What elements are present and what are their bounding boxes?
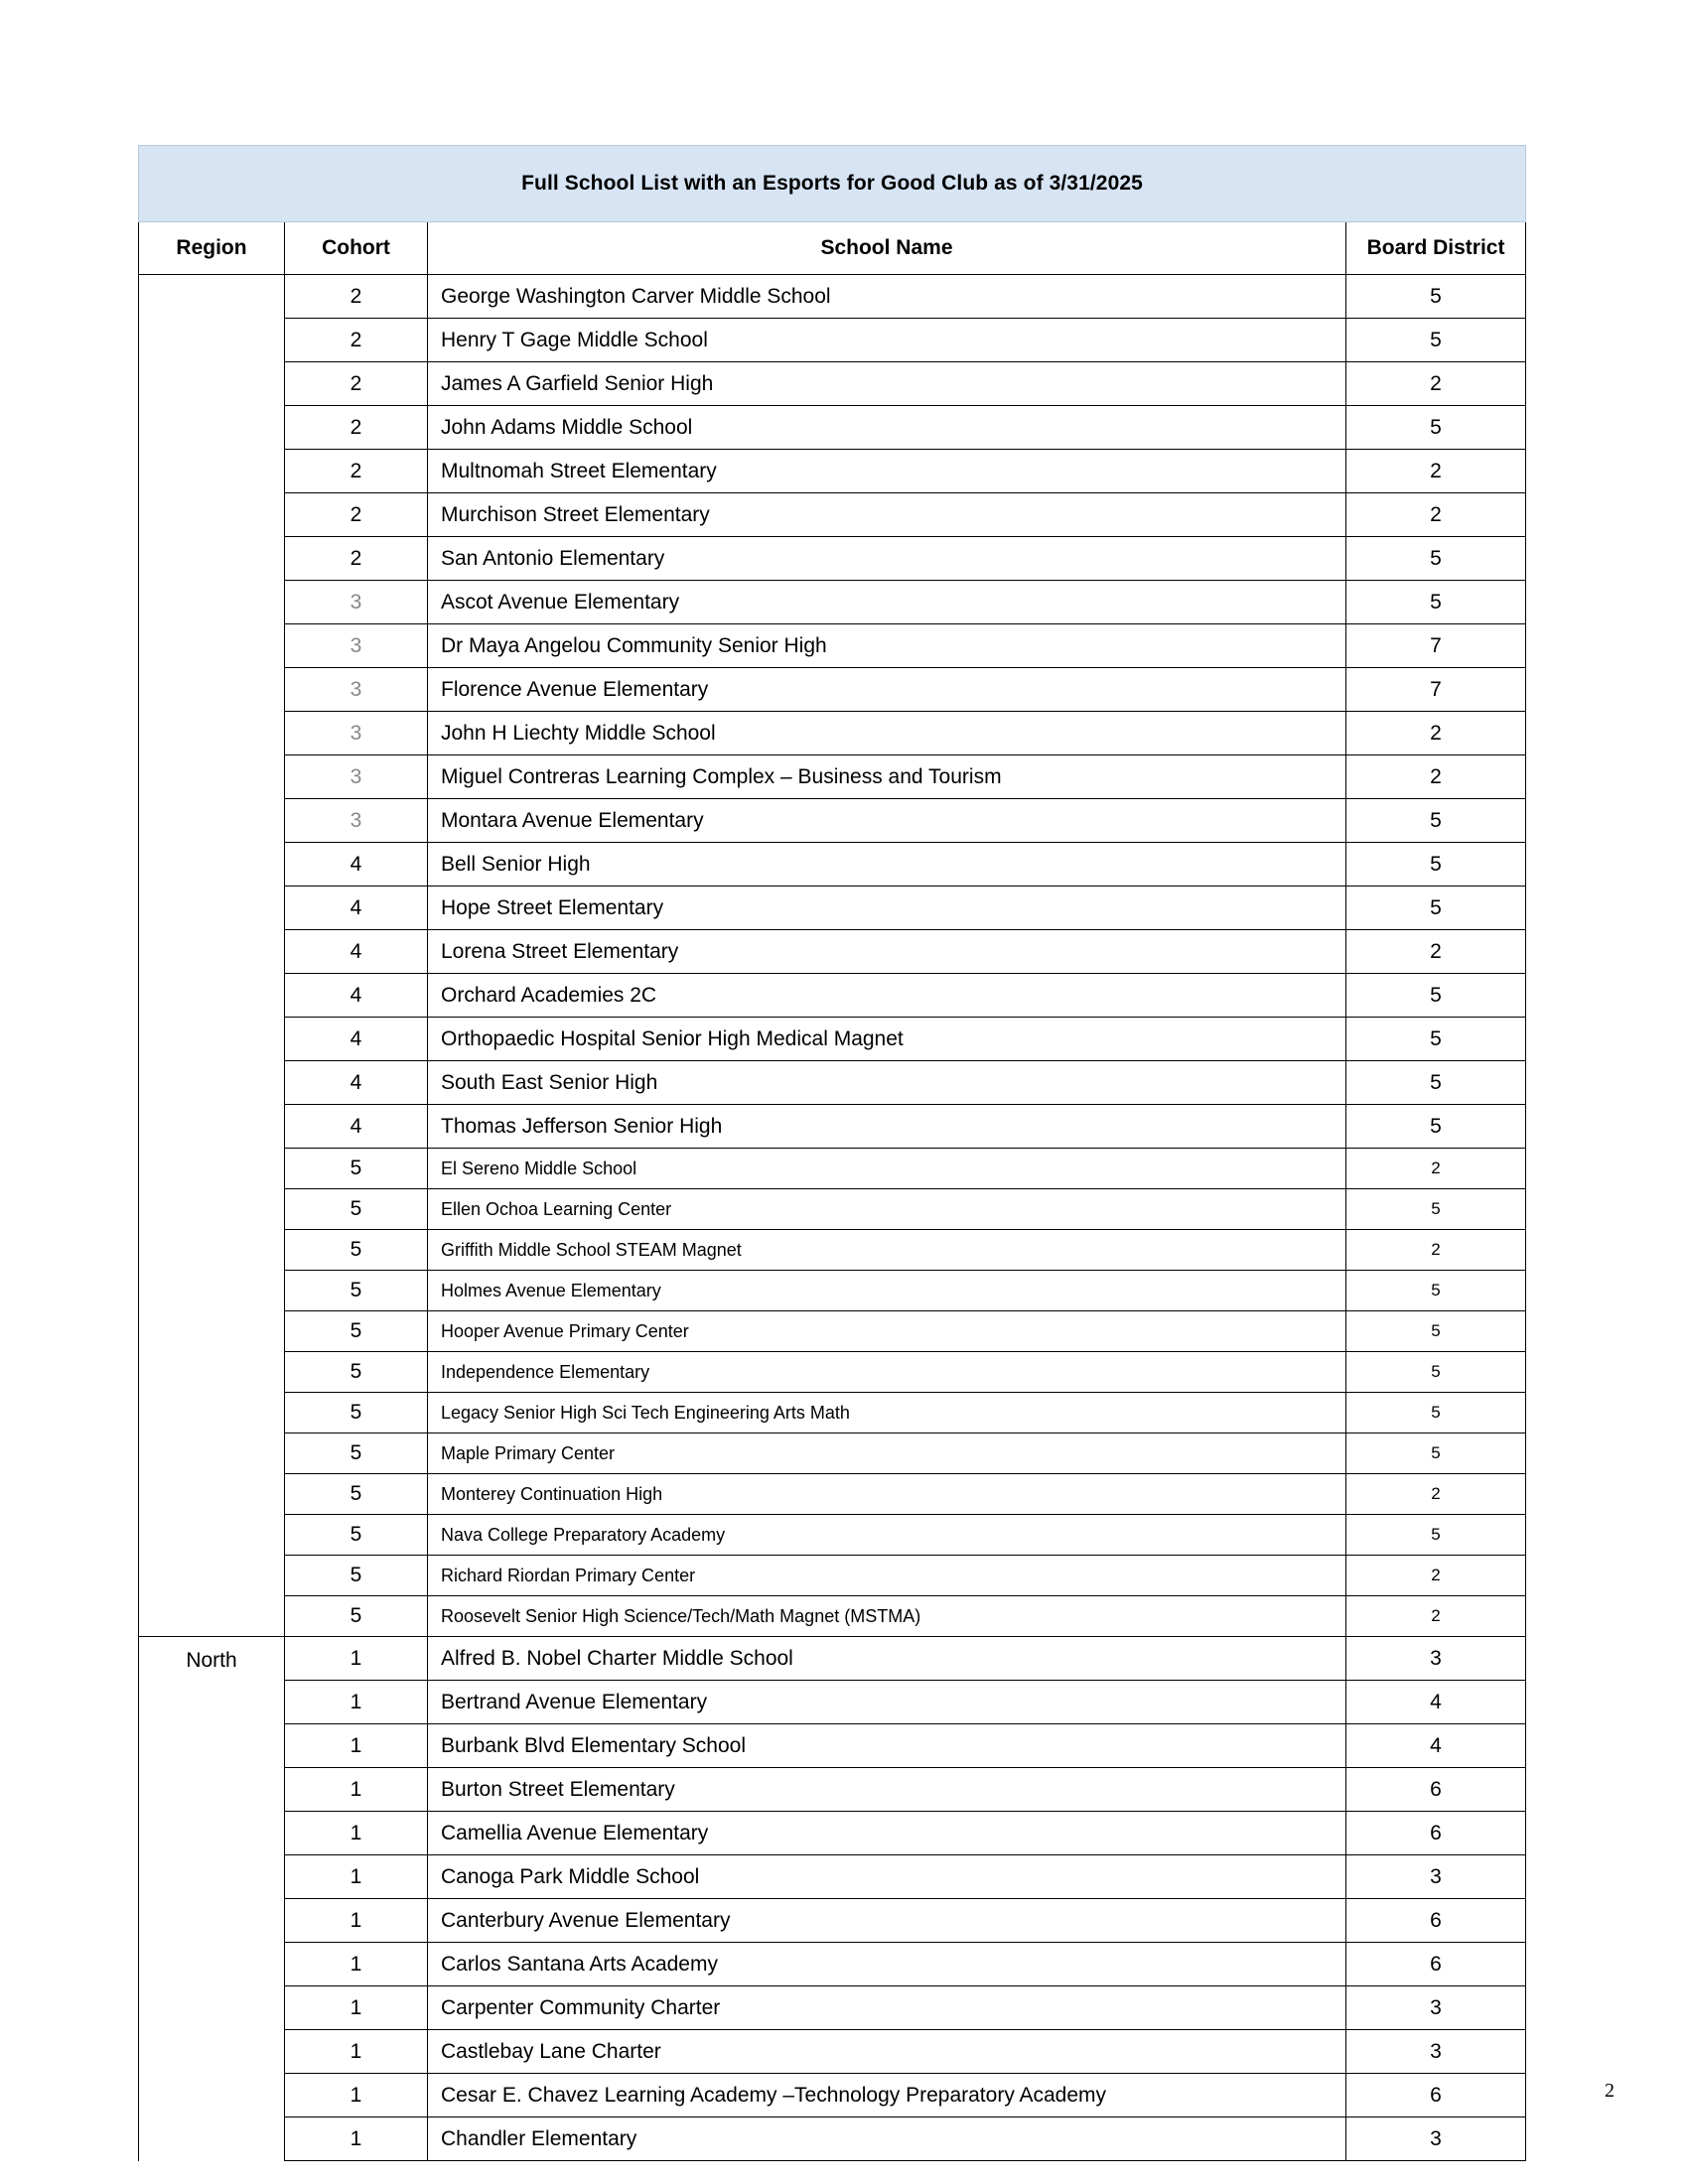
- region-cell: North: [139, 1637, 285, 2161]
- cell-school-name: Canterbury Avenue Elementary: [428, 1899, 1346, 1943]
- cell-board-district: 6: [1346, 2074, 1526, 2117]
- cell-board-district: 4: [1346, 1724, 1526, 1768]
- cell-cohort: 4: [285, 843, 428, 887]
- table-row: [139, 1637, 1526, 1681]
- table-row: [139, 319, 1526, 362]
- cell-school-name: Thomas Jefferson Senior High: [428, 1105, 1346, 1149]
- cell-school-name: Orthopaedic Hospital Senior High Medical Magnet: [428, 1018, 1346, 1061]
- cell-board-district: 2: [1346, 930, 1526, 974]
- cell-board-district: 5: [1346, 1105, 1526, 1149]
- table-row: [139, 2117, 1526, 2161]
- cell-cohort: 1: [285, 2074, 428, 2117]
- table-row: [139, 1681, 1526, 1724]
- cell-cohort: 2: [285, 537, 428, 581]
- table-row: [139, 1189, 1526, 1230]
- table-row: [139, 1311, 1526, 1352]
- cell-board-district: 5: [1346, 581, 1526, 624]
- cell-cohort: 3: [285, 799, 428, 843]
- cell-cohort: 3: [285, 712, 428, 755]
- cell-cohort: 5: [285, 1352, 428, 1393]
- cell-school-name: Canoga Park Middle School: [428, 1855, 1346, 1899]
- cell-board-district: 2: [1346, 450, 1526, 493]
- cell-board-district: 2: [1346, 712, 1526, 755]
- cell-cohort: 4: [285, 974, 428, 1018]
- cell-cohort: 5: [285, 1311, 428, 1352]
- cell-cohort: 2: [285, 493, 428, 537]
- table-row: [139, 2030, 1526, 2074]
- table-body: [139, 275, 1526, 2161]
- table-row: [139, 1352, 1526, 1393]
- cell-school-name: Independence Elementary: [428, 1352, 1346, 1393]
- cell-board-district: 2: [1346, 1556, 1526, 1596]
- cell-cohort: 4: [285, 930, 428, 974]
- cell-school-name: El Sereno Middle School: [428, 1149, 1346, 1189]
- table-row: [139, 1855, 1526, 1899]
- cell-school-name: Griffith Middle School STEAM Magnet: [428, 1230, 1346, 1271]
- cell-school-name: Burbank Blvd Elementary School: [428, 1724, 1346, 1768]
- table-row: [139, 1812, 1526, 1855]
- table-row: [139, 1943, 1526, 1986]
- cell-cohort: 1: [285, 1812, 428, 1855]
- cell-school-name: James A Garfield Senior High: [428, 362, 1346, 406]
- cell-board-district: 5: [1346, 887, 1526, 930]
- cell-cohort: 2: [285, 275, 428, 319]
- cell-board-district: 6: [1346, 1899, 1526, 1943]
- table-row: [139, 1899, 1526, 1943]
- table-banner-cell: [139, 146, 1526, 222]
- cell-cohort: 3: [285, 624, 428, 668]
- cell-board-district: 5: [1346, 843, 1526, 887]
- table-row: [139, 1724, 1526, 1768]
- cell-cohort: 2: [285, 319, 428, 362]
- cell-school-name: Camellia Avenue Elementary: [428, 1812, 1346, 1855]
- cell-cohort: 1: [285, 1681, 428, 1724]
- cell-board-district: 5: [1346, 1393, 1526, 1433]
- cell-cohort: 5: [285, 1556, 428, 1596]
- cell-cohort: 1: [285, 1943, 428, 1986]
- page-number: 2: [1605, 2080, 1615, 2102]
- cell-cohort: 1: [285, 1768, 428, 1812]
- cell-school-name: Nava College Preparatory Academy: [428, 1515, 1346, 1556]
- cell-board-district: 2: [1346, 755, 1526, 799]
- cell-cohort: 3: [285, 668, 428, 712]
- table-row: [139, 450, 1526, 493]
- cell-board-district: 7: [1346, 624, 1526, 668]
- cell-board-district: 2: [1346, 1149, 1526, 1189]
- cell-school-name: Carpenter Community Charter: [428, 1986, 1346, 2030]
- cell-cohort: 1: [285, 1637, 428, 1681]
- cell-school-name: Montara Avenue Elementary: [428, 799, 1346, 843]
- table-row: [139, 1149, 1526, 1189]
- cell-school-name: Burton Street Elementary: [428, 1768, 1346, 1812]
- cell-cohort: 3: [285, 581, 428, 624]
- cell-cohort: 2: [285, 362, 428, 406]
- cell-board-district: 5: [1346, 319, 1526, 362]
- table-row: [139, 1230, 1526, 1271]
- cell-board-district: 5: [1346, 1189, 1526, 1230]
- cell-school-name: Bell Senior High: [428, 843, 1346, 887]
- table-row: [139, 275, 1526, 319]
- cell-school-name: Maple Primary Center: [428, 1433, 1346, 1474]
- cell-school-name: John H Liechty Middle School: [428, 712, 1346, 755]
- cell-school-name: John Adams Middle School: [428, 406, 1346, 450]
- table-row: [139, 1986, 1526, 2030]
- cell-school-name: Holmes Avenue Elementary: [428, 1271, 1346, 1311]
- table-row: [139, 1018, 1526, 1061]
- table-row: [139, 1061, 1526, 1105]
- cell-school-name: Alfred B. Nobel Charter Middle School: [428, 1637, 1346, 1681]
- cell-cohort: 5: [285, 1230, 428, 1271]
- cell-board-district: 2: [1346, 362, 1526, 406]
- table-row: [139, 1768, 1526, 1812]
- cell-school-name: Hope Street Elementary: [428, 887, 1346, 930]
- cell-school-name: George Washington Carver Middle School: [428, 275, 1346, 319]
- table-row: [139, 1474, 1526, 1515]
- school-list-table-container: [138, 145, 1525, 2161]
- cell-school-name: Florence Avenue Elementary: [428, 668, 1346, 712]
- cell-board-district: 3: [1346, 1855, 1526, 1899]
- cell-board-district: 2: [1346, 1596, 1526, 1637]
- table-row: [139, 624, 1526, 668]
- cell-cohort: 1: [285, 1855, 428, 1899]
- table-row: [139, 668, 1526, 712]
- cell-board-district: 5: [1346, 406, 1526, 450]
- region-cell: [139, 275, 285, 1637]
- cell-school-name: South East Senior High: [428, 1061, 1346, 1105]
- table-row: [139, 406, 1526, 450]
- table-row: [139, 974, 1526, 1018]
- cell-cohort: 4: [285, 1105, 428, 1149]
- column-header-district: Board District: [1346, 222, 1526, 275]
- table-row: [139, 1556, 1526, 1596]
- table-title: Full School List with an Esports for Good Club as of 3/31/2025: [521, 172, 1143, 195]
- table-row: [139, 1393, 1526, 1433]
- cell-cohort: 4: [285, 1061, 428, 1105]
- cell-cohort: 5: [285, 1271, 428, 1311]
- cell-cohort: 2: [285, 450, 428, 493]
- column-header-row: [139, 222, 1526, 275]
- cell-school-name: Henry T Gage Middle School: [428, 319, 1346, 362]
- cell-board-district: 2: [1346, 1474, 1526, 1515]
- cell-school-name: San Antonio Elementary: [428, 537, 1346, 581]
- cell-board-district: 5: [1346, 799, 1526, 843]
- cell-school-name: Chandler Elementary: [428, 2117, 1346, 2161]
- cell-board-district: 6: [1346, 1943, 1526, 1986]
- cell-cohort: 5: [285, 1149, 428, 1189]
- table-row: [139, 581, 1526, 624]
- cell-school-name: Hooper Avenue Primary Center: [428, 1311, 1346, 1352]
- cell-school-name: Ellen Ochoa Learning Center: [428, 1189, 1346, 1230]
- cell-board-district: 4: [1346, 1681, 1526, 1724]
- cell-school-name: Miguel Contreras Learning Complex – Business and Tourism: [428, 755, 1346, 799]
- cell-cohort: 4: [285, 887, 428, 930]
- cell-school-name: Castlebay Lane Charter: [428, 2030, 1346, 2074]
- table-row: [139, 1596, 1526, 1637]
- table-row: [139, 1515, 1526, 1556]
- cell-school-name: Dr Maya Angelou Community Senior High: [428, 624, 1346, 668]
- cell-school-name: Ascot Avenue Elementary: [428, 581, 1346, 624]
- table-row: [139, 1271, 1526, 1311]
- cell-cohort: 1: [285, 1899, 428, 1943]
- cell-cohort: 1: [285, 2030, 428, 2074]
- cell-school-name: Murchison Street Elementary: [428, 493, 1346, 537]
- cell-board-district: 5: [1346, 974, 1526, 1018]
- table-row: [139, 712, 1526, 755]
- cell-board-district: 3: [1346, 2117, 1526, 2161]
- cell-board-district: 5: [1346, 1061, 1526, 1105]
- column-header-school: School Name: [428, 222, 1346, 275]
- cell-board-district: 5: [1346, 1018, 1526, 1061]
- cell-board-district: 5: [1346, 1271, 1526, 1311]
- table-row: [139, 843, 1526, 887]
- cell-cohort: 5: [285, 1189, 428, 1230]
- cell-cohort: 1: [285, 1986, 428, 2030]
- cell-school-name: Legacy Senior High Sci Tech Engineering Arts Math: [428, 1393, 1346, 1433]
- cell-cohort: 1: [285, 1724, 428, 1768]
- cell-cohort: 3: [285, 755, 428, 799]
- cell-school-name: Monterey Continuation High: [428, 1474, 1346, 1515]
- school-list-table: [138, 145, 1526, 2161]
- cell-board-district: 3: [1346, 2030, 1526, 2074]
- cell-school-name: Multnomah Street Elementary: [428, 450, 1346, 493]
- cell-board-district: 6: [1346, 1768, 1526, 1812]
- table-row: [139, 2074, 1526, 2117]
- cell-board-district: 3: [1346, 1637, 1526, 1681]
- cell-cohort: 2: [285, 406, 428, 450]
- column-header-cohort: Cohort: [285, 222, 428, 275]
- table-row: [139, 799, 1526, 843]
- table-banner-row: [139, 146, 1526, 222]
- table-row: [139, 537, 1526, 581]
- table-row: [139, 755, 1526, 799]
- table-row: [139, 362, 1526, 406]
- cell-cohort: 4: [285, 1018, 428, 1061]
- cell-board-district: 5: [1346, 537, 1526, 581]
- table-row: [139, 1105, 1526, 1149]
- table-row: [139, 1433, 1526, 1474]
- cell-cohort: 5: [285, 1596, 428, 1637]
- cell-board-district: 3: [1346, 1986, 1526, 2030]
- cell-school-name: Bertrand Avenue Elementary: [428, 1681, 1346, 1724]
- table-row: [139, 493, 1526, 537]
- cell-school-name: Carlos Santana Arts Academy: [428, 1943, 1346, 1986]
- table-row: [139, 930, 1526, 974]
- cell-cohort: 5: [285, 1474, 428, 1515]
- cell-board-district: 7: [1346, 668, 1526, 712]
- cell-school-name: Orchard Academies 2C: [428, 974, 1346, 1018]
- table-row: [139, 887, 1526, 930]
- cell-school-name: Roosevelt Senior High Science/Tech/Math Magnet (MSTMA): [428, 1596, 1346, 1637]
- cell-board-district: 2: [1346, 493, 1526, 537]
- cell-board-district: 5: [1346, 1515, 1526, 1556]
- cell-cohort: 5: [285, 1393, 428, 1433]
- cell-cohort: 5: [285, 1515, 428, 1556]
- cell-school-name: Cesar E. Chavez Learning Academy –Technology Preparatory Academy: [428, 2074, 1346, 2117]
- cell-cohort: 5: [285, 1433, 428, 1474]
- cell-board-district: 5: [1346, 275, 1526, 319]
- cell-board-district: 5: [1346, 1311, 1526, 1352]
- cell-board-district: 5: [1346, 1433, 1526, 1474]
- cell-board-district: 5: [1346, 1352, 1526, 1393]
- cell-board-district: 6: [1346, 1812, 1526, 1855]
- cell-cohort: 1: [285, 2117, 428, 2161]
- cell-board-district: 2: [1346, 1230, 1526, 1271]
- table-header: [139, 146, 1526, 275]
- cell-school-name: Richard Riordan Primary Center: [428, 1556, 1346, 1596]
- column-header-region: Region: [139, 222, 285, 275]
- cell-school-name: Lorena Street Elementary: [428, 930, 1346, 974]
